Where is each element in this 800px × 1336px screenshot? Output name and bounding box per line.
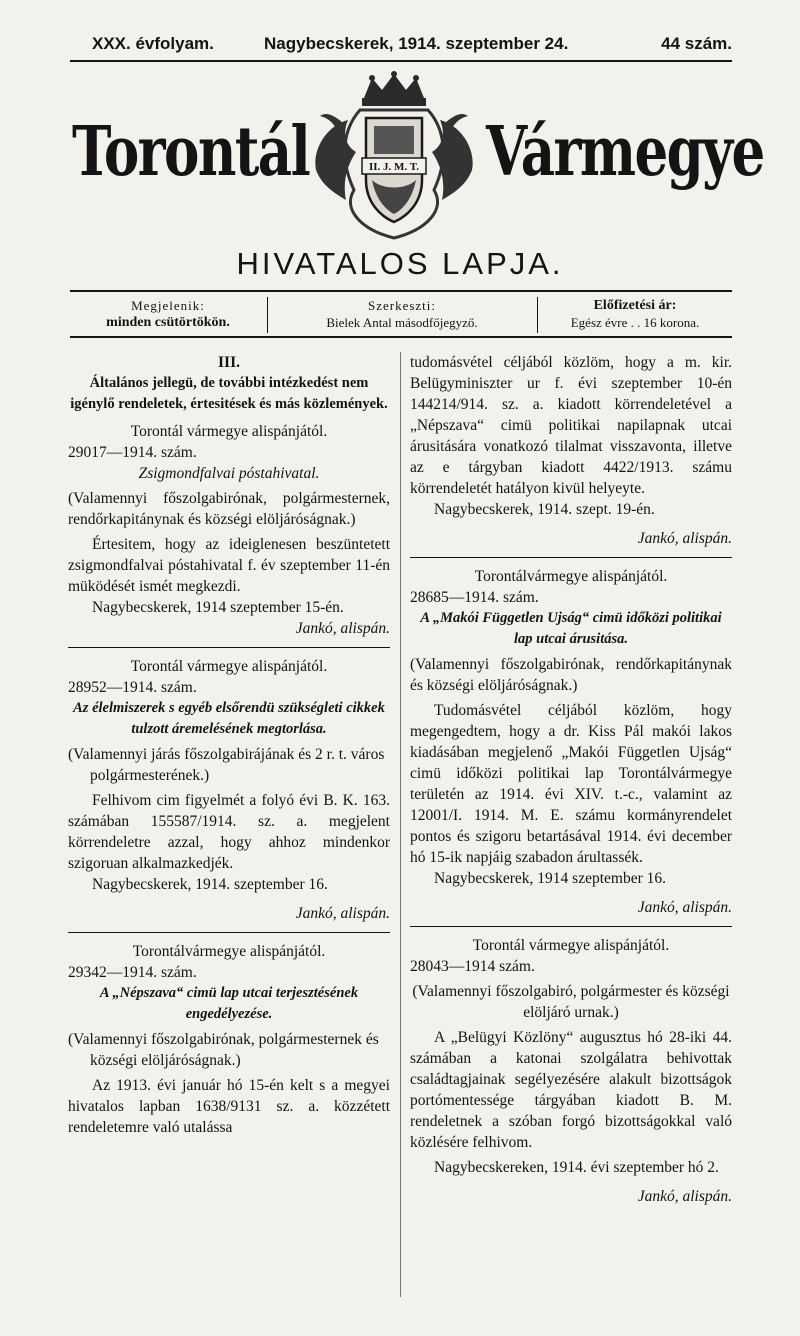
article-subject: Az élelmiszerek s egyéb elsőrendü szükségleti cikkek tulzott áremelésének megtorlása. [73,700,385,737]
article-addressee: (Valamennyi főszolgabiró, polgármester és községi elöljáró urnak.) [412,983,730,1021]
article-addressee: (Valamennyi főszolgabirónak, polgármesternek és községi elöljáróságnak.) [68,1031,379,1069]
article-body: A „Belügyi Közlöny“ augusztus hó 28-iki 44. számában a katonai szolgálatra behivottak családtagjainak segélyezésére alakult bizottságok portómentessége tárgyában kiadott B. M. rendeletnek a szóban forgó bizottságokkal való közlésére felhivom. [410,1029,732,1151]
volume-label: XXX. évfolyam. [92,34,214,53]
article-date: Nagybecskerek, 1914. szeptember 16. [92,876,328,893]
crest-text: II. J. M. T. [368,161,420,173]
article-number: 29017—1914. szám. [68,444,197,461]
article-date: Nagybecskerek, 1914. szept. 19-én. [434,501,655,518]
article-signature: Jankó, alispán. [637,899,732,916]
masthead [70,108,764,198]
article-body: Tudomásvétel céljából közlöm, hogy megengedtem, hogy a dr. Kiss Pál makói lakos kiadásában megjelenő „Makói Független Ujság“ cimü időközi politikai lap Torontálvármegye területén az 1914. évi XIV. t.-c., valamint az 12001/I. 1914. M. E. számu kormányrendelet pontos és szigoru betartásával 1914. évi december hó 15-ik napjáig szabadon árultassék. [410,702,732,866]
infobar-bottom-rule [70,336,732,338]
article-body: Felhivom cim figyelmét a folyó évi B. K. 163. számában 155587/1914. sz. a. megjelent körrendeletre azzal, hogy ahhoz mindenkor szigoruan alkalmazkedjék. [68,792,390,872]
article-subject: Zsigmondfalvai póstahivatal. [138,465,320,482]
article-addressee: (Valamennyi főszolgabirónak, rendőrkapitánynak és községi elöljáróságnak.) [410,656,732,694]
article-origin: Torontál vármegye alispánjától. [130,658,328,675]
article-separator [68,932,390,933]
place-date: Nagybecskerek, 1914. szeptember 24. [264,34,569,53]
article-date: Nagybecskereken, 1914. évi szeptember hó 2. [434,1159,719,1176]
article-subject: A „Makói Független Ujság“ cimü időközi politikai lap utcai árusitása. [420,610,722,647]
publication-schedule: Megjelenik: minden csütörtökön. [106,298,230,330]
article-number: 28952—1914. szám. [68,679,197,696]
section-number: III. [218,354,240,371]
article-number: 29342—1914. szám. [68,964,197,981]
article-addressee: (Valamennyi főszolgabirónak, polgármesternek, rendőrkapitánynak és községi elöljáróságnak.) [68,490,390,528]
infobar-top-rule [70,290,732,292]
left-column [68,352,390,1138]
article-number: 28043—1914 szám. [410,958,535,975]
article-date: Nagybecskerek, 1914 szeptember 16. [434,870,666,887]
issue-number: 44 szám. [661,34,732,53]
publication-info-bar [70,297,732,335]
article-signature: Jankó, alispán. [637,1188,732,1205]
article-signature: Jankó, alispán. [637,530,732,547]
article-body: Értesitem, hogy az ideiglenesen beszüntetett zsigmondfalvai póstahivatal f. év szeptember 11-én müködését ismét megkezdi. [68,536,390,595]
article-signature: Jankó, alispán. [295,905,390,922]
article-origin: Torontál vármegye alispánjától. [472,937,670,954]
column-divider [400,352,401,1297]
header-rule [70,60,732,62]
article-origin: Torontálvármegye alispánjától. [132,943,326,960]
article-subject: A „Népszava“ cimü lap utcai terjesztésének engedélyezése. [99,985,359,1022]
subscription-price: Előfizetési ár: Egész évre . . 16 korona. [570,298,700,330]
section-title: Általános jellegü, de további intézkedést nem igénylő rendeletek, értesitések és más közlemények. [70,375,388,412]
article-body: tudomásvétel céljából közlöm, hogy a m. kir. Belügyminiszter ur f. évi szeptember 10-én 144214/914. sz. a. kiadott körrendeletével a „Népszava“ cimü politikai napilapnak utcai árusitására vonatkozó tilalmat visszavonta, illetve az e tárgyban kiadott 4422/1913. számu körrendeletét hatályon kivül helyeyte. [410,354,732,497]
article-body: Az 1913. évi január hó 15-én kelt s a megyei hivatalos lapban 1638/9131 sz. a. közzétett rendeletemre való utalássa [68,1077,390,1136]
masthead-title-right: Vármegye [486,112,764,192]
article-origin: Torontál vármegye alispánjától. [130,423,328,440]
article-separator [410,557,732,558]
article-signature: Jankó, alispán. [295,620,390,637]
article-separator [68,647,390,648]
masthead-title-left: Torontál [72,112,310,192]
article-separator [410,926,732,927]
article-date: Nagybecskerek, 1914 szeptember 15-én. [92,599,344,616]
article-origin: Torontálvármegye alispánjától. [474,568,668,585]
masthead-subtitle: HIVATALOS LAPJA. [236,246,564,281]
article-number: 28685—1914. szám. [410,589,539,606]
right-column [410,352,732,1207]
article-addressee: (Valamennyi járás főszolgabirájának és 2 r. t. város polgármesterének.) [68,746,385,784]
coat-of-arms-icon [302,70,486,250]
editor-info: Szerkeszti: Bielek Antal másodfőjegyző. [326,298,478,330]
